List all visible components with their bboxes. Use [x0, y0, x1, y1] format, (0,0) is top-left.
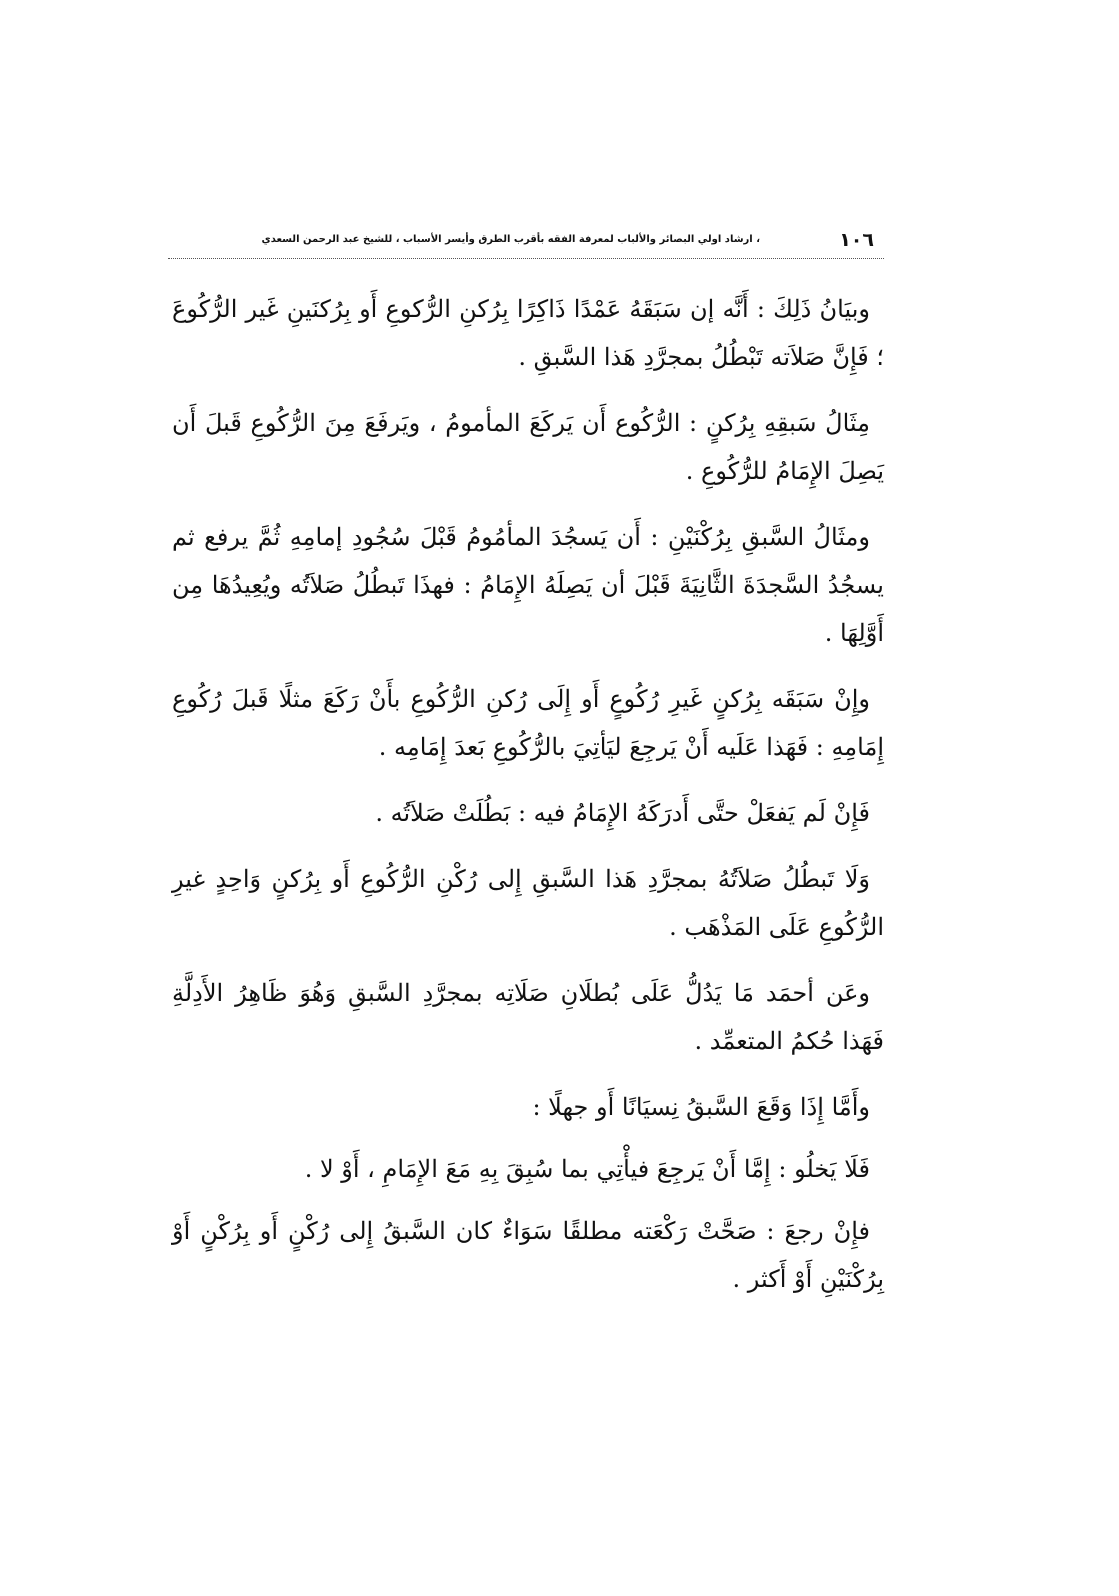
header-divider [168, 258, 884, 259]
header-title: ، ارشاد اولي البصائر والألباب لمعرفة الفقه بأقرب الطرق وأيسر الأسباب ، للشيخ عبد الرحمن السعدي [261, 234, 760, 245]
paragraph: مِثَالُ سَبقِهِ بِرُكنٍ : الرُّكُوع أَن يَركَعَ المأمومُ ، ويَرفَعَ مِنَ الرُّكُوعِ قَبلَ أَن يَصِلَ الإِمَامُ للرُّكُوعِ . [172, 409, 884, 485]
paragraph: فَلَا يَخلُو : إِمَّا أَنْ يَرجِعَ فيأْتِي بما سُبِقَ بِهِ مَعَ الإِمَامِ ، أَوْ لا . [304, 1155, 870, 1183]
paragraph: وإِنْ سَبَقَه بِرُكنٍ غَيرِ رُكُوعٍ أَو إِلَى رُكنِ الرُّكُوعِ بأَنْ رَكَعَ مثلًا قَبلَ رُكُوعِ إِمَامِهِ : فَهَذا عَلَيه أَنْ يَرجِعَ ليَأتِيَ بالرُّكُوعِ بَعدَ إِمَامِه . [172, 685, 884, 761]
paragraph: فإِنْ رجعَ : صَحَّتْ رَكْعَته مطلقًا سَوَاءٌ كان السَّبقُ إِلى رُكْنٍ أَو بِرُكْنٍ أَوْ بِرُكْنَيْنِ أَوْ أَكثر . [172, 1217, 884, 1293]
paragraph: وبيَانُ ذَلِكَ : أَنَّه إن سَبَقَهُ عَمْدًا ذَاكِرًا بِرُكنِ الرُّكوعِ أَو بِرُكنَينِ غَير الرُّكُوعَ ؛ فَإِنَّ صَلاَته تَبْطُلُ بمجرَّدِ هَذا السَّبقِ . [172, 295, 884, 371]
running-header [170, 228, 882, 256]
paragraph: وعَن أحمَد مَا يَدُلُّ عَلَى بُطلَانِ صَلَاتِه بمجرَّدِ السَّبقِ وَهُوَ ظَاهِرُ الأَدِلَّةِ فَهَذا حُكمُ المتعمِّد . [172, 979, 884, 1055]
body-text [172, 285, 884, 1321]
page-number: ١٠٦ [839, 229, 874, 251]
paragraph: ومثَالُ السَّبقِ بِرُكْنَيْنِ : أَن يَسجُدَ المأمُومُ قَبْلَ سُجُودِ إمامِهِ ثُمَّ يرفع ثم يسجُدُ السَّجدَةَ الثَّانِيَةَ قَبْلَ أن يَصِلَهُ الإِمَامُ : فهذَا تَبطُلُ صَلاَتُه ويُعِيدُهَا مِن أَوَّلِهَا . [172, 523, 884, 647]
paragraph: فَإِنْ لَم يَفعَلْ حتَّى أَدرَكَهُ الإِمَامُ فيه : بَطُلَتْ صَلاَتُه . [375, 799, 870, 827]
paragraph: وَلَا تَبطُلُ صَلاَتُهُ بمجرَّدِ هَذا السَّبقِ إِلى رُكْنِ الرُّكُوعِ أَو بِرُكنٍ وَاحِدٍ غيرِ الرُّكُوعِ عَلَى المَذْهَب . [172, 865, 884, 941]
paragraph: وأَمَّا إِذَا وَقَعَ السَّبقُ نِسيَانًا أَو جهلًا : [532, 1093, 870, 1121]
